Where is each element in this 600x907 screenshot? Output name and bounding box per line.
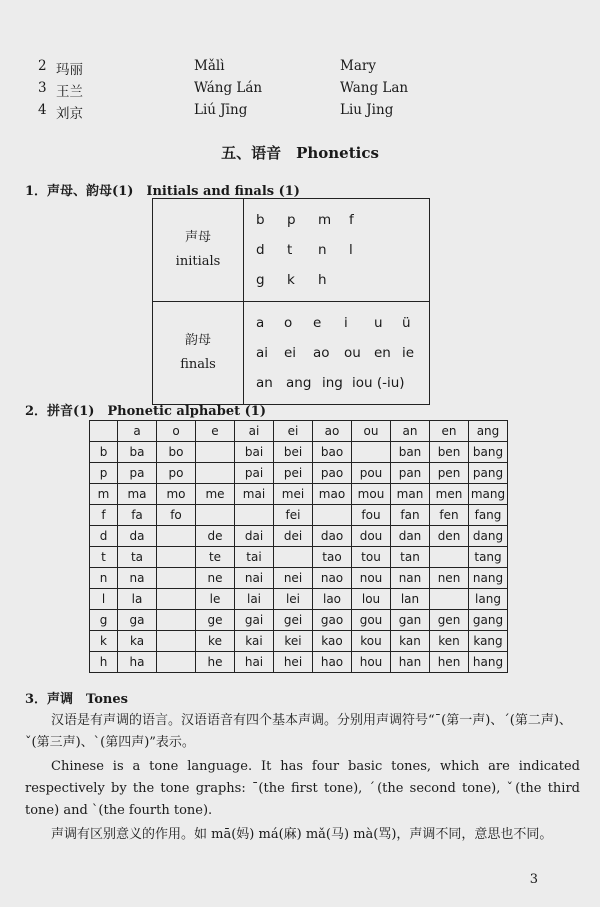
- syllable-cell: ge: [196, 610, 235, 631]
- syllable-cell: gen: [430, 610, 469, 631]
- finals-line: [256, 308, 429, 338]
- syllable-cell: fan: [391, 505, 430, 526]
- final-header-cell: ou: [352, 421, 391, 442]
- name-number: 2: [38, 58, 47, 74]
- syllable-cell: pao: [313, 463, 352, 484]
- syllable-cell: bang: [469, 442, 508, 463]
- syllable-cell: la: [118, 589, 157, 610]
- initial-cell: g: [90, 610, 118, 631]
- initial-cell: t: [90, 547, 118, 568]
- final: ü: [402, 315, 411, 331]
- syllable-cell: kei: [274, 631, 313, 652]
- syllable-cell: kai: [235, 631, 274, 652]
- syllable-cell: fei: [274, 505, 313, 526]
- initial: f: [349, 212, 354, 228]
- phonetic-row: [90, 631, 508, 652]
- finals-label-cn: 韵母: [184, 333, 211, 348]
- syllable-cell: [235, 505, 274, 526]
- initials-line: [256, 265, 429, 295]
- syllable-cell: bo: [157, 442, 196, 463]
- syllable-cell: kou: [352, 631, 391, 652]
- final-header-cell: an: [391, 421, 430, 442]
- initial: t: [287, 242, 293, 258]
- syllable-cell: [196, 442, 235, 463]
- name-pinyin: Liú Jīng: [194, 102, 248, 118]
- final: i: [344, 315, 348, 331]
- name-english: Mary: [340, 58, 376, 74]
- name-number: 4: [38, 102, 47, 118]
- phonetic-row: [90, 505, 508, 526]
- final-header-cell: o: [157, 421, 196, 442]
- syllable-cell: tou: [352, 547, 391, 568]
- syllable-cell: [157, 631, 196, 652]
- initial: m: [318, 212, 332, 228]
- syllable-cell: nang: [469, 568, 508, 589]
- syllable-cell: mou: [352, 484, 391, 505]
- initial-cell: p: [90, 463, 118, 484]
- initial: l: [349, 242, 353, 258]
- syllable-cell: gao: [313, 610, 352, 631]
- syllable-cell: [157, 547, 196, 568]
- phonetic-row: [90, 442, 508, 463]
- syllable-cell: lai: [235, 589, 274, 610]
- phonetic-row: [90, 652, 508, 673]
- syllable-cell: hang: [469, 652, 508, 673]
- syllable-cell: ken: [430, 631, 469, 652]
- final: ao: [313, 345, 330, 361]
- syllable-cell: [430, 547, 469, 568]
- syllable-cell: pa: [118, 463, 157, 484]
- syllable-cell: hou: [352, 652, 391, 673]
- syllable-cell: [313, 505, 352, 526]
- syllable-cell: [157, 652, 196, 673]
- final: an: [256, 375, 273, 391]
- syllable-cell: mang: [469, 484, 508, 505]
- syllable-cell: mao: [313, 484, 352, 505]
- initial-cell: d: [90, 526, 118, 547]
- final: ou: [344, 345, 361, 361]
- syllable-cell: [157, 526, 196, 547]
- initial: b: [256, 212, 265, 228]
- initial: k: [287, 272, 295, 288]
- syllable-cell: lao: [313, 589, 352, 610]
- syllable-cell: ban: [391, 442, 430, 463]
- syllable-cell: me: [196, 484, 235, 505]
- syllable-cell: gei: [274, 610, 313, 631]
- syllable-cell: gan: [391, 610, 430, 631]
- phonetic-row: [90, 568, 508, 589]
- final: e: [313, 315, 322, 331]
- syllable-cell: le: [196, 589, 235, 610]
- name-pinyin: Mǎlì: [194, 58, 225, 74]
- name-chinese: 玛丽: [56, 62, 83, 78]
- syllable-cell: ma: [118, 484, 157, 505]
- initial-cell: h: [90, 652, 118, 673]
- syllable-cell: lou: [352, 589, 391, 610]
- phonetic-row: [90, 526, 508, 547]
- syllable-cell: lang: [469, 589, 508, 610]
- syllable-cell: men: [430, 484, 469, 505]
- syllable-cell: [157, 610, 196, 631]
- final: en: [374, 345, 391, 361]
- tones-paragraph-meaning: 声调有区别意义的作用。如 mā(妈) má(麻) mǎ(马) mà(骂)，声调不同，意思也不同。: [51, 827, 553, 842]
- syllable-cell: fen: [430, 505, 469, 526]
- finals-line: [256, 338, 429, 368]
- syllable-cell: nou: [352, 568, 391, 589]
- page-number: 3: [529, 872, 538, 887]
- syllable-cell: gang: [469, 610, 508, 631]
- syllable-cell: [274, 547, 313, 568]
- name-english: Wang Lan: [340, 80, 409, 96]
- syllable-cell: fo: [157, 505, 196, 526]
- syllable-cell: bei: [274, 442, 313, 463]
- initial: n: [318, 242, 327, 258]
- syllable-cell: lei: [274, 589, 313, 610]
- syllable-cell: pan: [391, 463, 430, 484]
- names-list: [38, 58, 558, 124]
- initials-line: [256, 235, 429, 265]
- final-header-cell: e: [196, 421, 235, 442]
- final: ing: [322, 375, 343, 391]
- initial-cell: b: [90, 442, 118, 463]
- syllable-cell: ne: [196, 568, 235, 589]
- initials-values: [244, 199, 430, 302]
- syllable-cell: dei: [274, 526, 313, 547]
- initial-cell: f: [90, 505, 118, 526]
- syllable-cell: hai: [235, 652, 274, 673]
- initial: d: [256, 242, 265, 258]
- syllable-cell: [196, 505, 235, 526]
- initial: g: [256, 272, 265, 288]
- final-header-cell: ei: [274, 421, 313, 442]
- final: a: [256, 315, 265, 331]
- syllable-cell: nen: [430, 568, 469, 589]
- final-header-cell: en: [430, 421, 469, 442]
- phonetic-row: [90, 547, 508, 568]
- syllable-cell: [157, 589, 196, 610]
- final: ei: [284, 345, 297, 361]
- final-header-cell: a: [118, 421, 157, 442]
- final-header-cell: [90, 421, 118, 442]
- syllable-cell: dang: [469, 526, 508, 547]
- syllable-cell: hen: [430, 652, 469, 673]
- syllable-cell: da: [118, 526, 157, 547]
- syllable-cell: fang: [469, 505, 508, 526]
- section-title: 五、语音 Phonetics: [221, 144, 379, 162]
- name-row: [38, 58, 558, 80]
- syllable-cell: nai: [235, 568, 274, 589]
- syllable-cell: hei: [274, 652, 313, 673]
- final: iou (-iu): [352, 375, 405, 391]
- finals-line: [256, 368, 429, 398]
- phonetic-row: [90, 484, 508, 505]
- syllable-cell: kao: [313, 631, 352, 652]
- finals-label: [153, 302, 244, 405]
- syllable-cell: he: [196, 652, 235, 673]
- syllable-cell: na: [118, 568, 157, 589]
- syllable-cell: ta: [118, 547, 157, 568]
- syllable-cell: kan: [391, 631, 430, 652]
- syllable-cell: man: [391, 484, 430, 505]
- syllable-cell: fa: [118, 505, 157, 526]
- syllable-cell: hao: [313, 652, 352, 673]
- syllable-cell: tan: [391, 547, 430, 568]
- phonetic-header-row: [90, 421, 508, 442]
- name-chinese: 王兰: [56, 84, 83, 100]
- syllable-cell: ga: [118, 610, 157, 631]
- initials-finals-table: [152, 198, 430, 405]
- syllable-cell: mo: [157, 484, 196, 505]
- syllable-cell: fou: [352, 505, 391, 526]
- syllable-cell: tai: [235, 547, 274, 568]
- initial-cell: l: [90, 589, 118, 610]
- initial-cell: m: [90, 484, 118, 505]
- name-chinese: 刘京: [56, 106, 83, 122]
- syllable-cell: pei: [274, 463, 313, 484]
- syllable-cell: ben: [430, 442, 469, 463]
- finals-label-en: finals: [180, 357, 216, 372]
- final-header-cell: ai: [235, 421, 274, 442]
- syllable-cell: dou: [352, 526, 391, 547]
- phonetic-row: [90, 463, 508, 484]
- syllable-cell: tang: [469, 547, 508, 568]
- initial: h: [318, 272, 327, 288]
- syllable-cell: lan: [391, 589, 430, 610]
- final: u: [374, 315, 383, 331]
- syllable-cell: bao: [313, 442, 352, 463]
- name-row: [38, 102, 558, 124]
- tones-paragraph-cn: 汉语是有声调的语言。汉语语音有四个基本声调。分别用声调符号“¯(第一声)、ˊ(第二声)、ˇ(第三声)、ˋ(第四声)”表示。: [25, 713, 572, 750]
- initials-label-en: initials: [175, 254, 221, 269]
- finals-row: [153, 302, 430, 405]
- syllable-cell: mei: [274, 484, 313, 505]
- name-row: [38, 80, 558, 102]
- name-number: 3: [38, 80, 47, 96]
- subsection-title-initials-finals: 1．声母、韵母(1) Initials and finals (1): [25, 184, 300, 199]
- syllable-cell: ba: [118, 442, 157, 463]
- syllable-cell: te: [196, 547, 235, 568]
- syllable-cell: mai: [235, 484, 274, 505]
- syllable-cell: nan: [391, 568, 430, 589]
- syllable-cell: dai: [235, 526, 274, 547]
- phonetic-row: [90, 589, 508, 610]
- syllable-cell: ha: [118, 652, 157, 673]
- initial: p: [287, 212, 296, 228]
- name-english: Liu Jing: [340, 102, 394, 118]
- syllable-cell: den: [430, 526, 469, 547]
- syllable-cell: [352, 442, 391, 463]
- final: ie: [402, 345, 415, 361]
- initials-row: [153, 199, 430, 302]
- syllable-cell: [196, 463, 235, 484]
- syllable-cell: pen: [430, 463, 469, 484]
- phonetic-table: [89, 420, 508, 673]
- final: o: [284, 315, 293, 331]
- final: ai: [256, 345, 269, 361]
- initials-label-cn: 声母: [184, 230, 211, 245]
- final-header-cell: ang: [469, 421, 508, 442]
- syllable-cell: dao: [313, 526, 352, 547]
- phonetic-row: [90, 610, 508, 631]
- syllable-cell: [157, 568, 196, 589]
- syllable-cell: pou: [352, 463, 391, 484]
- initials-label: [153, 199, 244, 302]
- syllable-cell: de: [196, 526, 235, 547]
- syllable-cell: bai: [235, 442, 274, 463]
- subsection-title-phonetic-alphabet: 2．拼音(1) Phonetic alphabet (1): [25, 404, 266, 419]
- name-pinyin: Wáng Lán: [194, 80, 263, 96]
- final: ang: [286, 375, 312, 391]
- syllable-cell: gou: [352, 610, 391, 631]
- syllable-cell: pang: [469, 463, 508, 484]
- initial-cell: n: [90, 568, 118, 589]
- initials-line: [256, 205, 429, 235]
- final-header-cell: ao: [313, 421, 352, 442]
- syllable-cell: dan: [391, 526, 430, 547]
- syllable-cell: tao: [313, 547, 352, 568]
- subsection-title-tones: 3．声调 Tones: [25, 692, 128, 707]
- syllable-cell: gai: [235, 610, 274, 631]
- syllable-cell: pai: [235, 463, 274, 484]
- finals-values: [244, 302, 430, 405]
- phonetic-table-body: [90, 421, 508, 673]
- syllable-cell: nao: [313, 568, 352, 589]
- syllable-cell: po: [157, 463, 196, 484]
- syllable-cell: ke: [196, 631, 235, 652]
- syllable-cell: kang: [469, 631, 508, 652]
- syllable-cell: ka: [118, 631, 157, 652]
- syllable-cell: han: [391, 652, 430, 673]
- tones-paragraph-en: Chinese is a tone language. It has four basic tones, which are indicated respectively by the tone graphs: ¯(the first tone), ˊ(the second tone), ˇ(the third tone) and ˋ(the fourth tone).: [25, 759, 580, 818]
- syllable-cell: [430, 589, 469, 610]
- syllable-cell: nei: [274, 568, 313, 589]
- initial-cell: k: [90, 631, 118, 652]
